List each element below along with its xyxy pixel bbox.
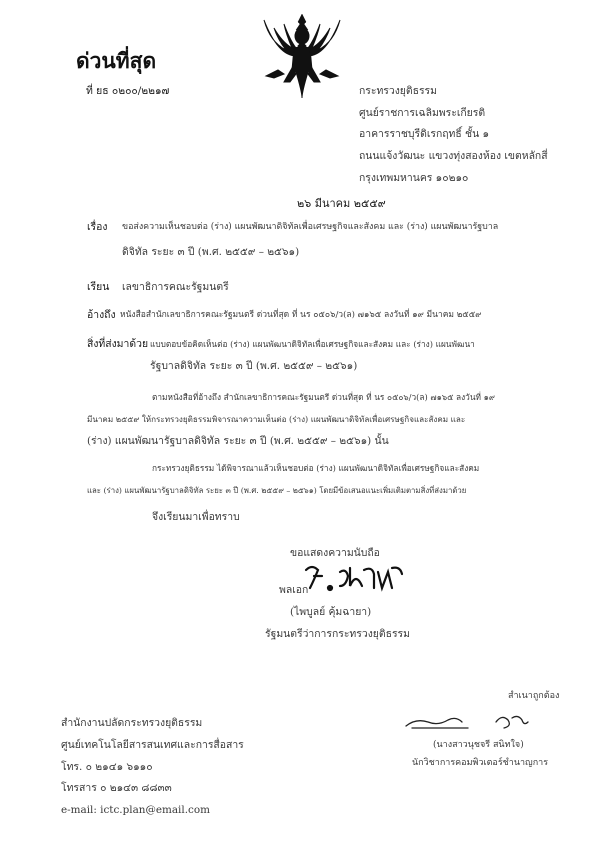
address-line: กระทรวงยุติธรรม	[359, 85, 437, 97]
salutation-label: เรียน	[87, 281, 110, 293]
enclosure-line: รัฐบาลดิจิทัล ระยะ ๓ ปี (พ.ศ. ๒๕๕๙ – ๒๕๖๑)	[150, 360, 358, 372]
document-number: ที่ ยธ ๐๒๐๐/๒๒๑๗	[86, 85, 170, 97]
urgency-label: ด่วนที่สุด	[76, 49, 157, 73]
footer-line: โทร. ๐ ๒๑๔๑ ๖๑๑๐	[61, 761, 153, 773]
body-line: ตามหนังสือที่อ้างถึง สำนักเลขาธิการคณะรัฐมนตรี ด่วนที่สุด ที่ นร ๐๕๐๖/ว(ล) ๗๑๖๕ ลงวันที่ ๑๙	[152, 392, 495, 402]
enclosure-line: แบบตอบข้อคิดเห็นต่อ (ร่าง) แผนพัฒนาดิจิทัลเพื่อเศรษฐกิจและสังคม และ (ร่าง) แผนพัฒนา	[150, 339, 475, 349]
reference-text: หนังสือสำนักเลขาธิการคณะรัฐมนตรี ด่วนที่สุด ที่ นร ๐๕๐๖/ว(ล) ๗๑๖๕ ลงวันที่ ๑๙ มีนาคม ๒๕๕๙	[120, 310, 482, 320]
address-line: อาคารราชบุรีดิเรกฤทธิ์ ชั้น ๑	[359, 128, 490, 140]
subject-line: ขอส่งความเห็นชอบต่อ (ร่าง) แผนพัฒนาดิจิทัลเพื่อเศรษฐกิจและสังคม และ (ร่าง) แผนพัฒนารัฐบาล	[122, 222, 499, 232]
address-line: ศูนย์ราชการเฉลิมพระเกียรติ	[359, 107, 486, 119]
subject-label: เรื่อง	[87, 221, 108, 233]
footer-line: ศูนย์เทคโนโลยีสารสนเทศและการสื่อสาร	[61, 739, 244, 751]
footer-line: โทรสาร ๐ ๒๑๔๓ ๘๘๓๓	[61, 782, 172, 794]
minister-signature-icon	[302, 562, 406, 596]
body-line: และ (ร่าง) แผนพัฒนารัฐบาลดิจิทัล ระยะ ๓ ปี (พ.ศ. ๒๕๕๙ – ๒๕๖๑) โดยมีข้อเสนอแนะเพิ่มเติมตามสิ่งที่ส่งมาด้วย	[87, 486, 467, 495]
closing-request: จึงเรียนมาเพื่อทราบ	[152, 511, 240, 523]
body-line: มีนาคม ๒๕๕๙ ให้กระทรวงยุติธรรมพิจารณาความเห็นต่อ (ร่าง) แผนพัฒนาดิจิทัลเพื่อเศรษฐกิจและสังคม และ	[87, 414, 466, 424]
footer-line: e-mail: ictc.plan@email.com	[61, 804, 210, 816]
address-line: ถนนแจ้งวัฒนะ แขวงทุ่งสองห้อง เขตหลักสี่	[359, 150, 548, 162]
signer-name: (ไพบูลย์ คุ้มฉายา)	[290, 606, 372, 618]
certifier-signature-icon	[404, 708, 534, 734]
certifier-name: (นางสาวนุชจรี สนิทใจ)	[433, 740, 524, 750]
closing-phrase: ขอแสดงความนับถือ	[290, 547, 380, 559]
body-line: กระทรวงยุติธรรม ได้พิจารณาแล้วเห็นชอบต่อ (ร่าง) แผนพัฒนาดิจิทัลเพื่อเศรษฐกิจและสังคม	[152, 463, 480, 473]
enclosure-label: สิ่งที่ส่งมาด้วย	[87, 338, 149, 350]
reference-label: อ้างถึง	[87, 309, 116, 321]
letter-date: ๒๖ มีนาคม ๒๕๕๙	[297, 197, 386, 210]
certified-copy-label: สำเนาถูกต้อง	[508, 691, 560, 701]
signer-rank: พลเอก	[279, 584, 309, 596]
certifier-position: นักวิชาการคอมพิวเตอร์ชำนาญการ	[412, 758, 549, 768]
signer-position: รัฐมนตรีว่าการกระทรวงยุติธรรม	[265, 628, 410, 640]
garuda-emblem-icon	[256, 12, 348, 100]
salutation-text: เลขาธิการคณะรัฐมนตรี	[122, 281, 229, 293]
footer-line: สำนักงานปลัดกระทรวงยุติธรรม	[61, 717, 203, 729]
address-line: กรุงเทพมหานคร ๑๐๒๑๐	[359, 172, 469, 184]
subject-line: ดิจิทัล ระยะ ๓ ปี (พ.ศ. ๒๕๕๙ – ๒๕๖๑)	[122, 246, 300, 258]
body-line: (ร่าง) แผนพัฒนารัฐบาลดิจิทัล ระยะ ๓ ปี (พ.ศ. ๒๕๕๙ – ๒๕๖๑) นั้น	[87, 435, 389, 447]
